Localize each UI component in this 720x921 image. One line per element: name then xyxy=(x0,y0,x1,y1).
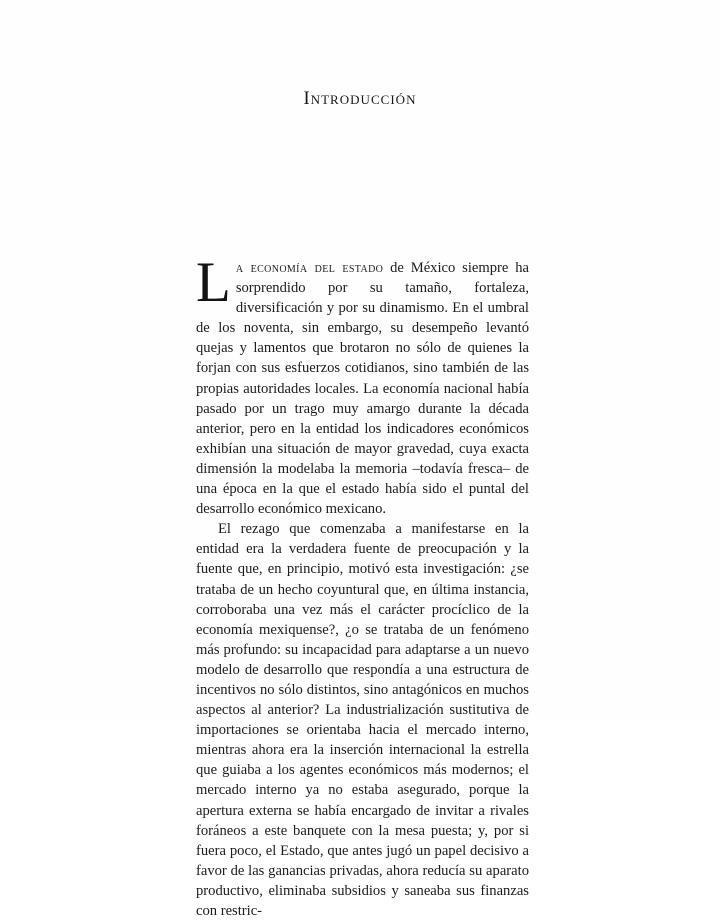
body-text-block xyxy=(196,251,529,921)
page-title: Introducción xyxy=(303,89,417,110)
drop-cap-letter: L xyxy=(196,251,231,314)
paragraph-second-text: El rezago que comenzaba a manifestarse en la entidad era la verdadera fuente de preocupación y la fuente que, en principio, motivó esta investigación: ¿se trataba de un hecho coyuntural que, en última instancia, corroboraba una vez más el carácter procíclico de la economía mexiquense?, ¿o se trataba de un fenómeno más profundo: su incapacidad para adaptarse a un nuevo modelo de desarrollo que respondía a una estructura de incentivos no sólo distintos, sino antagónicos en muchos aspectos al anterior? La industrialización sustitutiva de importaciones se orientaba hacia el mercado interno, mientras ahora era la inserción internacional la estrella que guiaba a los agentes económicos más modernos; el mercado interno ya no estaba asegurado, porque la apertura externa se había encargado de invitar a rivales foráneos a este banquete con la mesa puesta; y, por si fuera poco, el Estado, que antes jugó un papel decisivo a favor de las ganancias privadas, ahora reducía su aparato productivo, eliminaba subsidios y saneaba sus finanzas con restric- xyxy=(196,521,529,919)
paragraph-first xyxy=(196,251,529,519)
opening-small-caps: a economía del estado xyxy=(235,260,384,276)
paragraph-second xyxy=(196,519,529,921)
paragraph-first-text: de México siempre ha sorprendido por su tamaño, fortaleza, diversificación y por su dinamismo. En el umbral de los noventa, sin embargo, su desempeño levantó quejas y lamentos que brotaron no sólo de quienes la forjan con sus esfuerzos cotidianos, sino también de las propias autoridades locales. La economía nacional había pasado por un trago muy amargo durante la década anterior, pero en la entidad los indicadores económicos exhibían una situación de mayor gravedad, cuya exacta dimensión la modelaba la memoria –todavía fresca– de una época en la que el estado había sido el puntal del desarrollo económico mexicano. xyxy=(196,260,529,518)
